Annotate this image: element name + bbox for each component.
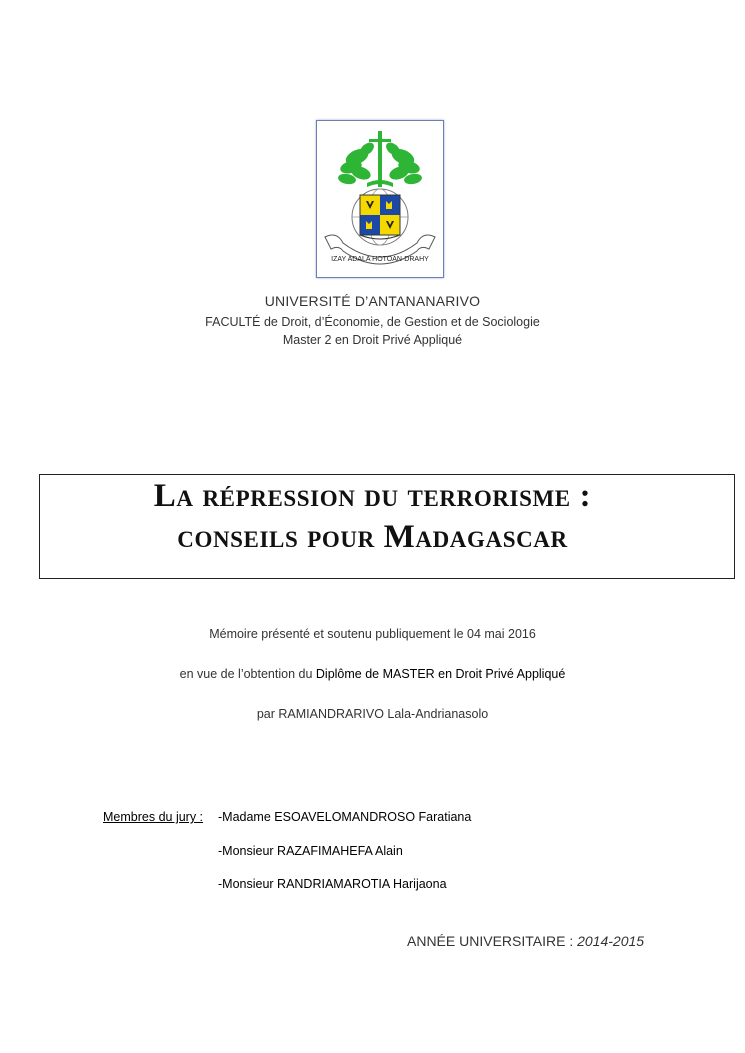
motto-text: IZAY ADALA HOTOAN-DRAHY bbox=[331, 256, 429, 263]
thesis-title-line-1: La répression du terrorisme : bbox=[153, 478, 592, 514]
academic-year-value: 2014-2015 bbox=[577, 933, 645, 949]
author-line: par RAMIANDRARIVO Lala-Andrianasolo bbox=[256, 707, 489, 721]
jury-member: -Monsieur RANDRIAMAROTIA Harijaona bbox=[218, 877, 447, 891]
academic-year-label: ANNÉE UNIVERSITAIRE : bbox=[407, 933, 578, 949]
jury-label: Membres du jury : bbox=[103, 810, 204, 824]
academic-year bbox=[407, 933, 644, 949]
thesis-title-line-2: conseils pour Madagascar bbox=[177, 519, 568, 555]
jury-member: -Monsieur RAZAFIMAHEFA Alain bbox=[218, 844, 403, 858]
jury-member: -Madame ESOAVELOMANDROSO Faratiana bbox=[218, 810, 472, 824]
diploma-statement bbox=[0, 667, 745, 681]
defense-statement: Mémoire présenté et soutenu publiquement le 04 mai 2016 bbox=[209, 627, 536, 641]
crest-icon bbox=[317, 121, 443, 277]
university-logo bbox=[316, 120, 444, 278]
university-name: UNIVERSITÉ D’ANTANANARIVO bbox=[264, 293, 481, 309]
program-name: Master 2 en Droit Privé Appliqué bbox=[282, 333, 463, 347]
diploma-prefix: en vue de l’obtention du bbox=[179, 667, 316, 681]
faculty-name: FACULTÉ de Droit, d’Économie, de Gestion et de Sociologie bbox=[205, 315, 540, 329]
diploma-name: Diplôme de MASTER en Droit Privé Appliqué bbox=[315, 667, 566, 681]
